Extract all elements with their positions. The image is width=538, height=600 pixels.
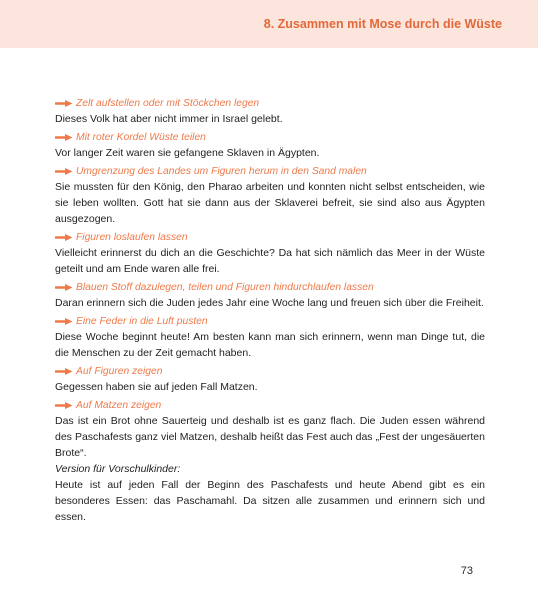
story-block [55, 130, 485, 161]
instruction-line [55, 96, 485, 111]
right-arrow-icon [55, 283, 74, 292]
story-block [55, 314, 485, 361]
narration-text: Vor langer Zeit waren sie gefangene Sklaven in Ägypten. [55, 147, 320, 159]
instruction-line [55, 164, 485, 179]
story-block [55, 164, 485, 227]
instruction-line [55, 130, 485, 145]
narration-text: Das ist ein Brot ohne Sauerteig und deshalb ist es ganz flach. Die Juden essen während des Paschafests ganz viel Matzen, deshalb heißt das Fest auch das „Fest der ungesäuerten Brote“. [55, 415, 485, 459]
page-number: 73 [460, 565, 473, 577]
instruction-line [55, 398, 485, 413]
narration-text: Gegessen haben sie auf jeden Fall Matzen. [55, 381, 258, 393]
narration-text: Daran erinnern sich die Juden jedes Jahr eine Woche lang und freuen sich über die Freiheit. [55, 297, 484, 309]
preschool-version-label: Version für Vorschulkinder: [55, 463, 181, 475]
narration-text: Dieses Volk hat aber nicht immer in Israel gelebt. [55, 113, 283, 125]
narration-text: Sie mussten für den König, den Pharao arbeiten und konnten nicht selbst entscheiden, wie sie leben wollten. Gott hat sie dann aus der Sklaverei befreit, sie sind also aus Ägypten ausgezogen. [55, 181, 485, 225]
right-arrow-icon [55, 367, 74, 376]
instruction-line [55, 314, 485, 329]
chapter-title: 8. Zusammen mit Mose durch die Wüste [263, 17, 502, 31]
instruction-text: Auf Matzen zeigen [76, 400, 162, 411]
instruction-line [55, 280, 485, 295]
narration-text: Diese Woche beginnt heute! Am besten kann man sich erinnern, wenn man Dinge tut, die die Menschen zu der Zeit gemacht haben. [55, 331, 485, 359]
story-block [55, 96, 485, 127]
narration-text: Vielleicht erinnerst du dich an die Geschichte? Da hat sich nämlich das Meer in der Wüste geteilt und am Ende waren alle frei. [55, 247, 485, 275]
chapter-header-band [0, 0, 538, 48]
page-content [55, 93, 485, 525]
instruction-text: Eine Feder in die Luft pusten [76, 316, 208, 327]
right-arrow-icon [55, 317, 74, 326]
right-arrow-icon [55, 99, 74, 108]
story-block [55, 280, 485, 311]
instruction-text: Mit roter Kordel Wüste teilen [76, 132, 206, 143]
instruction-text: Zelt aufstellen oder mit Stöckchen legen [76, 98, 260, 109]
story-block [55, 398, 485, 461]
right-arrow-icon [55, 133, 74, 142]
right-arrow-icon [55, 401, 74, 410]
instruction-text: Umgrenzung des Landes um Figuren herum in den Sand malen [76, 166, 367, 177]
story-block [55, 230, 485, 277]
instruction-text: Blauen Stoff dazulegen, teilen und Figuren hindurchlaufen lassen [76, 282, 374, 293]
instruction-line [55, 364, 485, 379]
instruction-text: Auf Figuren zeigen [76, 366, 163, 377]
story-block [55, 364, 485, 395]
instruction-text: Figuren loslaufen lassen [76, 232, 188, 243]
preschool-version-text: Heute ist auf jeden Fall der Beginn des Paschafests und heute Abend gibt es ein besonderes Essen: das Paschamahl. Da sitzen alle zusammen und erinnern sich und essen. [55, 479, 485, 523]
instruction-line [55, 230, 485, 245]
right-arrow-icon [55, 167, 74, 176]
right-arrow-icon [55, 233, 74, 242]
